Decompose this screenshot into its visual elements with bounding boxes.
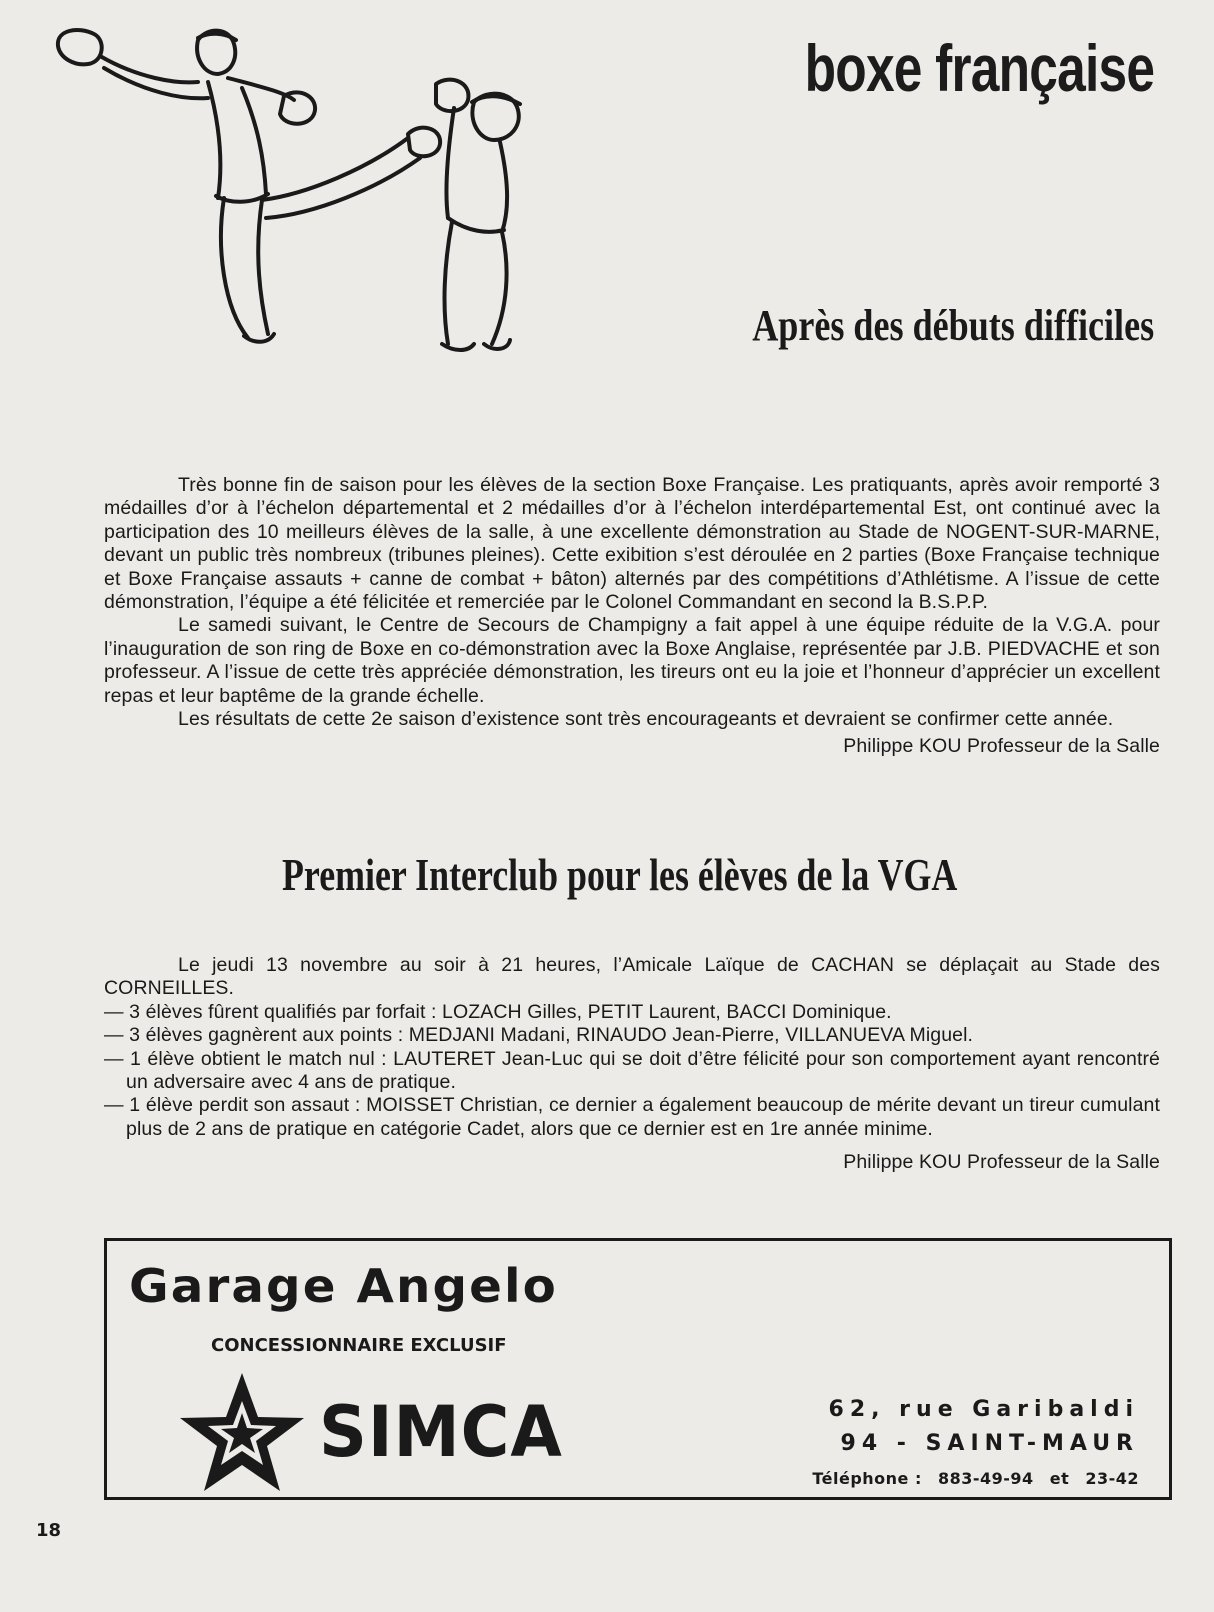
- ad-phone-number: 23-42: [1085, 1469, 1139, 1488]
- ad-city: 94 - SAINT-MAUR: [840, 1431, 1139, 1456]
- article-1-signature: Philippe KOU Professeur de la Salle: [843, 735, 1160, 758]
- ad-phone-label: Téléphone :: [812, 1469, 922, 1488]
- garage-advertisement: [104, 1238, 1172, 1500]
- ad-address: [812, 1393, 1139, 1488]
- ad-subtitle: CONCESSIONNAIRE EXCLUSIF: [211, 1335, 507, 1356]
- ad-phone-number: 883-49-94: [937, 1469, 1034, 1488]
- article-2-body: [104, 954, 1160, 1175]
- article-1-paragraph: Les résultats de cette 2e saison d’existence sont très encourageants et devraient se confirmer cette année.: [178, 708, 1114, 731]
- result-list-item: — 1 élève perdit son assaut : MOISSET Christian, ce dernier a également beaucoup de mérite devant un tireur cumulant plus de 2 ans de pratique en catégorie Cadet, alors que ce dernier est en 1re année minime.: [104, 1094, 1160, 1140]
- simca-star-icon: [177, 1371, 307, 1495]
- article-2-heading: Premier Interclub pour les élèves de la VGA: [282, 849, 958, 900]
- result-list-item: — 3 élèves gagnèrent aux points : MEDJANI Madani, RINAUDO Jean-Pierre, VILLANUEVA Miguel.: [104, 1024, 974, 1047]
- article-1-heading: Après des débuts difficiles: [752, 301, 1154, 350]
- result-list-item: — 3 élèves fûrent qualifiés par forfait : LOZACH Gilles, PETIT Laurent, BACCI Dominique.: [104, 1000, 892, 1023]
- boxers-kicking-illustration: [48, 18, 548, 358]
- article-1-paragraph: Très bonne fin de saison pour les élèves de la section Boxe Française. Les pratiquants, après avoir remporté 3 médailles d’or à l’échelon départemental et 2 médailles d’or à l’échelon interdépartemental Est, ont continué avec la participation des 10 meilleurs élèves de la salle, à une excellente démonstration au Stade de NOGENT-SUR-MARNE, devant un public très nombreux (tribunes pleines). Cette exibition s’est déroulée en 2 parties (Boxe Française technique et Boxe Française assauts + canne de combat + bâton) alternés par des compétitions d’Athlétisme. A l’issue de cette démonstration, l’équipe a été félicitée et remerciée par le Colonel Commandant en second la B.S.P.P.: [104, 474, 1160, 614]
- article-1-body: [104, 474, 1160, 759]
- section-title: boxe française: [804, 31, 1154, 105]
- article-2-intro: Le jeudi 13 novembre au soir à 21 heures, l’Amicale Laïque de CACHAN se déplaçait au Stade des CORNEILLES.: [104, 954, 1160, 1000]
- ad-brand: SIMCA: [319, 1391, 563, 1473]
- page-number: 18: [36, 1520, 62, 1541]
- article-2-signature: Philippe KOU Professeur de la Salle: [843, 1151, 1160, 1174]
- ad-phone: [812, 1469, 1139, 1488]
- ad-garage-name: Garage Angelo: [129, 1259, 558, 1313]
- result-list-item: — 1 élève obtient le match nul : LAUTERET Jean-Luc qui se doit d’être félicité pour son comportement ayant rencontré un adversaire avec 4 ans de pratique.: [104, 1047, 1160, 1094]
- ad-phone-joiner: et: [1049, 1469, 1070, 1488]
- article-1-paragraph: Le samedi suivant, le Centre de Secours de Champigny a fait appel à une équipe réduite de la V.G.A. pour l’inauguration de son ring de Boxe en co-démonstration avec la Boxe Anglaise, représentée par J.B. PIEDVACHE et son professeur. A l’issue de cette très appréciée démonstration, les tireurs ont eu la joie et l’honneur d’apprécier un excellent repas et leur baptême de la grande échelle.: [104, 614, 1160, 707]
- ad-street: 62, rue Garibaldi: [828, 1397, 1139, 1422]
